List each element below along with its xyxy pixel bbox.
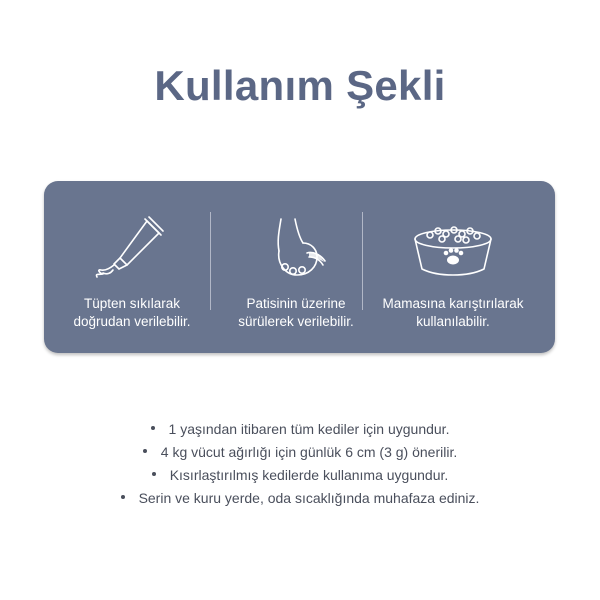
list-item xyxy=(0,464,600,487)
note-text: Kısırlaştırılmış kedilerde kullanıma uygundur. xyxy=(169,467,449,483)
note-text: Serin ve kuru yerde, oda sıcaklığında muhafaza ediniz. xyxy=(138,490,480,506)
caption-line: kullanılabilir. xyxy=(416,314,490,329)
cat-paw-icon xyxy=(251,213,341,283)
list-item xyxy=(0,441,600,464)
usage-caption xyxy=(216,295,376,331)
tube-icon xyxy=(87,213,177,283)
caption-line: sürülerek verilebilir. xyxy=(238,314,354,329)
caption-line: doğrudan verilebilir. xyxy=(73,314,191,329)
food-bowl-icon xyxy=(408,213,498,283)
bullet-icon xyxy=(121,495,125,499)
caption-line: Tüpten sıkılarak xyxy=(83,296,181,311)
usage-method-bowl xyxy=(364,181,542,353)
usage-methods-panel xyxy=(44,181,555,353)
usage-caption xyxy=(52,295,212,331)
bullet-icon xyxy=(143,449,147,453)
usage-notes-list xyxy=(0,418,600,510)
usage-method-tube xyxy=(52,181,212,353)
list-item xyxy=(0,418,600,441)
divider xyxy=(210,212,211,310)
note-text: 1 yaşından itibaren tüm kediler için uygundur. xyxy=(168,421,450,437)
bullet-icon xyxy=(151,426,155,430)
bullet-icon xyxy=(152,472,156,476)
note-text: 4 kg vücut ağırlığı için günlük 6 cm (3 g) önerilir. xyxy=(160,444,458,460)
list-item xyxy=(0,487,600,510)
usage-caption xyxy=(364,295,542,331)
page-title: Kullanım Şekli xyxy=(154,62,446,109)
caption-line: Mamasına karıştırılarak xyxy=(382,296,524,311)
usage-method-paw xyxy=(216,181,376,353)
caption-line: Patisinin üzerine xyxy=(246,296,346,311)
divider xyxy=(362,212,363,310)
